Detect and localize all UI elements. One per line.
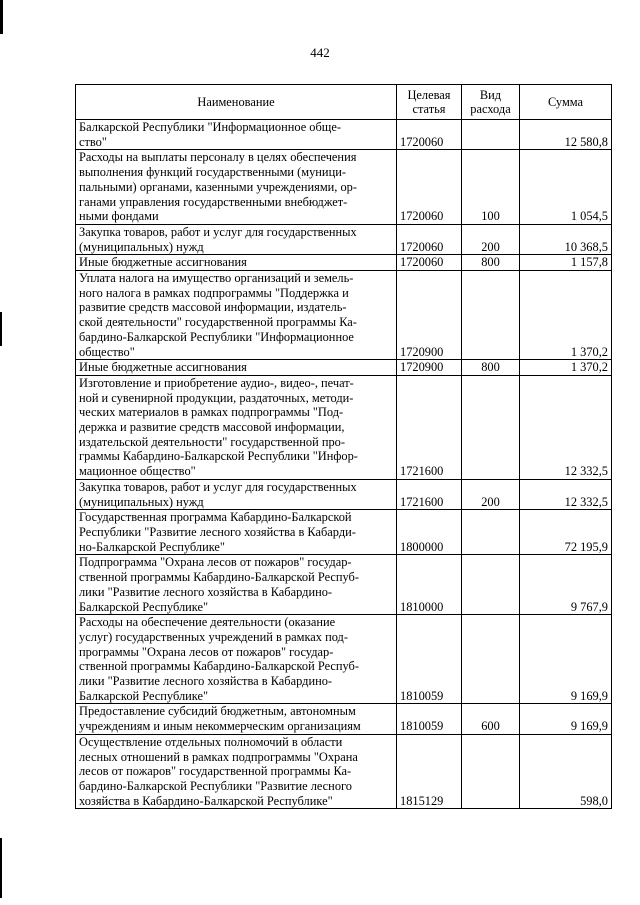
- table-header-row: [76, 85, 612, 120]
- row-sum: 1 157,8: [520, 255, 612, 271]
- row-expense-type: [462, 615, 520, 704]
- row-sum: 598,0: [520, 734, 612, 809]
- row-name-line: лики "Развитие лесного хозяйства в Кабардино-: [79, 674, 333, 689]
- row-target-article: 1720060: [397, 120, 462, 150]
- table-row: [76, 479, 612, 509]
- row-target-article: 1810059: [397, 704, 462, 734]
- page-number: 442: [310, 45, 330, 60]
- row-expense-type: [462, 510, 520, 555]
- table-row: [76, 555, 612, 615]
- row-name-line: Балкарской Республике": [79, 599, 209, 614]
- row-name-cell: [76, 734, 397, 809]
- row-name-line: ными фондами: [79, 209, 159, 224]
- row-name-line: Предоставление субсидий бюджетным, автономным: [79, 704, 356, 719]
- row-name-line: лесов от пожаров" государственной программы Ка-: [79, 764, 352, 779]
- row-name-line: программы "Охрана лесов от пожаров" государ-: [79, 644, 334, 659]
- row-name-line: пальными) органами, казенными учреждениями, ор-: [79, 179, 358, 194]
- header-expense-type: Вид расхода: [462, 85, 520, 120]
- row-target-article: 1720060: [397, 150, 462, 225]
- row-name-line: хозяйства в Кабардино-Балкарской Республике": [79, 793, 333, 808]
- row-expense-type: [462, 271, 520, 360]
- row-name-line: ной и сувенирной продукции, раздаточных, методи-: [79, 390, 354, 405]
- row-name-line: Осуществление отдельных полномочий в области: [79, 734, 343, 749]
- row-name-line: Иные бюджетные ассигнования: [79, 255, 247, 270]
- row-target-article: 1721600: [397, 479, 462, 509]
- scan-edge-mark-top: [0, 0, 3, 34]
- row-sum: 9 767,9: [520, 555, 612, 615]
- row-name-line: Государственная программа Кабардино-Балкарской: [79, 510, 352, 525]
- row-sum: 1 054,5: [520, 150, 612, 225]
- scan-edge-mark-middle: [0, 312, 2, 346]
- table-row: [76, 360, 612, 376]
- row-expense-type: [462, 375, 520, 479]
- row-name-line: но-Балкарской Республике": [79, 539, 225, 554]
- row-name-line: бардино-Балкарской Республики "Информационное: [79, 329, 354, 344]
- row-name-line: лесных отношений в рамках подпрограммы "Охрана: [79, 749, 358, 764]
- table-row: [76, 615, 612, 704]
- table-row: [76, 704, 612, 734]
- row-name-line: ственной программы Кабардино-Балкарской Респуб-: [79, 570, 359, 585]
- row-name-line: услуг) государственных учреждений в рамках под-: [79, 629, 348, 644]
- budget-table: [75, 84, 612, 809]
- row-target-article: 1720900: [397, 271, 462, 360]
- scan-edge-mark-bottom: [0, 838, 2, 898]
- row-name-cell: [76, 360, 397, 376]
- row-sum: 12 332,5: [520, 479, 612, 509]
- row-name-cell: [76, 255, 397, 271]
- row-name-line: Республики "Развитие лесного хозяйства в Кабарди-: [79, 524, 356, 539]
- row-name-line: мационное общество": [79, 464, 196, 479]
- row-expense-type: 200: [462, 479, 520, 509]
- row-name-line: ческих материалов в рамках подпрограммы "Под-: [79, 405, 344, 420]
- row-sum: 12 332,5: [520, 375, 612, 479]
- row-expense-type: 800: [462, 255, 520, 271]
- row-sum: 9 169,9: [520, 615, 612, 704]
- row-target-article: 1815129: [397, 734, 462, 809]
- row-expense-type: [462, 734, 520, 809]
- row-name-line: издательской деятельности" государственной про-: [79, 434, 345, 449]
- row-name-line: (муниципальных) нужд: [79, 239, 204, 254]
- table-row: [76, 255, 612, 271]
- row-name-line: (муниципальных) нужд: [79, 494, 204, 509]
- row-name-line: Изготовление и приобретение аудио-, видео-, печат-: [79, 375, 354, 390]
- row-name-line: общество": [79, 344, 135, 359]
- row-sum: 1 370,2: [520, 360, 612, 376]
- row-name-cell: [76, 150, 397, 225]
- row-expense-type: [462, 555, 520, 615]
- row-expense-type: 200: [462, 224, 520, 254]
- row-sum: 10 368,5: [520, 224, 612, 254]
- row-name-line: Уплата налога на имущество организаций и земель-: [79, 271, 354, 286]
- row-name-cell: [76, 479, 397, 509]
- row-name-line: Балкарской Республики "Информационное обще-: [79, 120, 341, 134]
- row-name-line: ской деятельности" государственной программы Ка-: [79, 315, 357, 330]
- row-name-cell: [76, 271, 397, 360]
- row-sum: 1 370,2: [520, 271, 612, 360]
- row-expense-type: 100: [462, 150, 520, 225]
- row-name-line: ство": [79, 134, 107, 149]
- row-name-line: ного налога в рамках подпрограммы "Поддержка и: [79, 285, 349, 300]
- row-target-article: 1720900: [397, 360, 462, 376]
- row-name-line: Подпрограмма "Охрана лесов от пожаров" государ-: [79, 555, 352, 570]
- row-name-line: Иные бюджетные ассигнования: [79, 360, 247, 375]
- row-name-line: ганами управления государственными внебюджет-: [79, 194, 348, 209]
- row-expense-type: 600: [462, 704, 520, 734]
- row-target-article: 1720060: [397, 255, 462, 271]
- table-row: [76, 734, 612, 809]
- row-name-line: Расходы на обеспечение деятельности (оказание: [79, 615, 336, 630]
- row-target-article: 1721600: [397, 375, 462, 479]
- row-name-cell: [76, 615, 397, 704]
- row-target-article: 1720060: [397, 224, 462, 254]
- header-target-article: Целевая статья: [397, 85, 462, 120]
- row-name-line: Закупка товаров, работ и услуг для государственных: [79, 479, 357, 494]
- row-expense-type: [462, 120, 520, 150]
- row-sum: 12 580,8: [520, 120, 612, 150]
- row-target-article: 1810059: [397, 615, 462, 704]
- row-name-line: Закупка товаров, работ и услуг для государственных: [79, 224, 357, 239]
- row-name-cell: [76, 224, 397, 254]
- row-sum: 72 195,9: [520, 510, 612, 555]
- table-row: [76, 224, 612, 254]
- table-row: [76, 120, 612, 150]
- row-name-line: ственной программы Кабардино-Балкарской Респуб-: [79, 659, 359, 674]
- row-name-line: выполнения функций государственными (муници-: [79, 165, 346, 180]
- row-name-line: держка и развитие средств массовой информации,: [79, 420, 345, 435]
- row-name-cell: [76, 704, 397, 734]
- table-row: [76, 150, 612, 225]
- header-sum: Сумма: [520, 85, 612, 120]
- row-name-cell: [76, 510, 397, 555]
- row-sum: 9 169,9: [520, 704, 612, 734]
- budget-table-body: [76, 120, 612, 809]
- table-row: [76, 271, 612, 360]
- row-expense-type: 800: [462, 360, 520, 376]
- row-name-cell: [76, 120, 397, 150]
- row-name-line: учреждениям и иным некоммерческим организациям: [79, 719, 361, 734]
- row-name-cell: [76, 375, 397, 479]
- row-name-line: граммы Кабардино-Балкарской Республики "Инфор-: [79, 449, 358, 464]
- row-target-article: 1800000: [397, 510, 462, 555]
- row-target-article: 1810000: [397, 555, 462, 615]
- table-row: [76, 375, 612, 479]
- header-name: Наименование: [76, 85, 397, 120]
- table-row: [76, 510, 612, 555]
- row-name-line: Расходы на выплаты персоналу в целях обеспечения: [79, 150, 357, 165]
- row-name-line: развитие средств массовой информации, издатель-: [79, 300, 347, 315]
- row-name-line: лики "Развитие лесного хозяйства в Кабардино-: [79, 584, 333, 599]
- row-name-cell: [76, 555, 397, 615]
- row-name-line: бардино-Балкарской Республики "Развитие лесного: [79, 778, 352, 793]
- row-name-line: Балкарской Республике": [79, 688, 209, 703]
